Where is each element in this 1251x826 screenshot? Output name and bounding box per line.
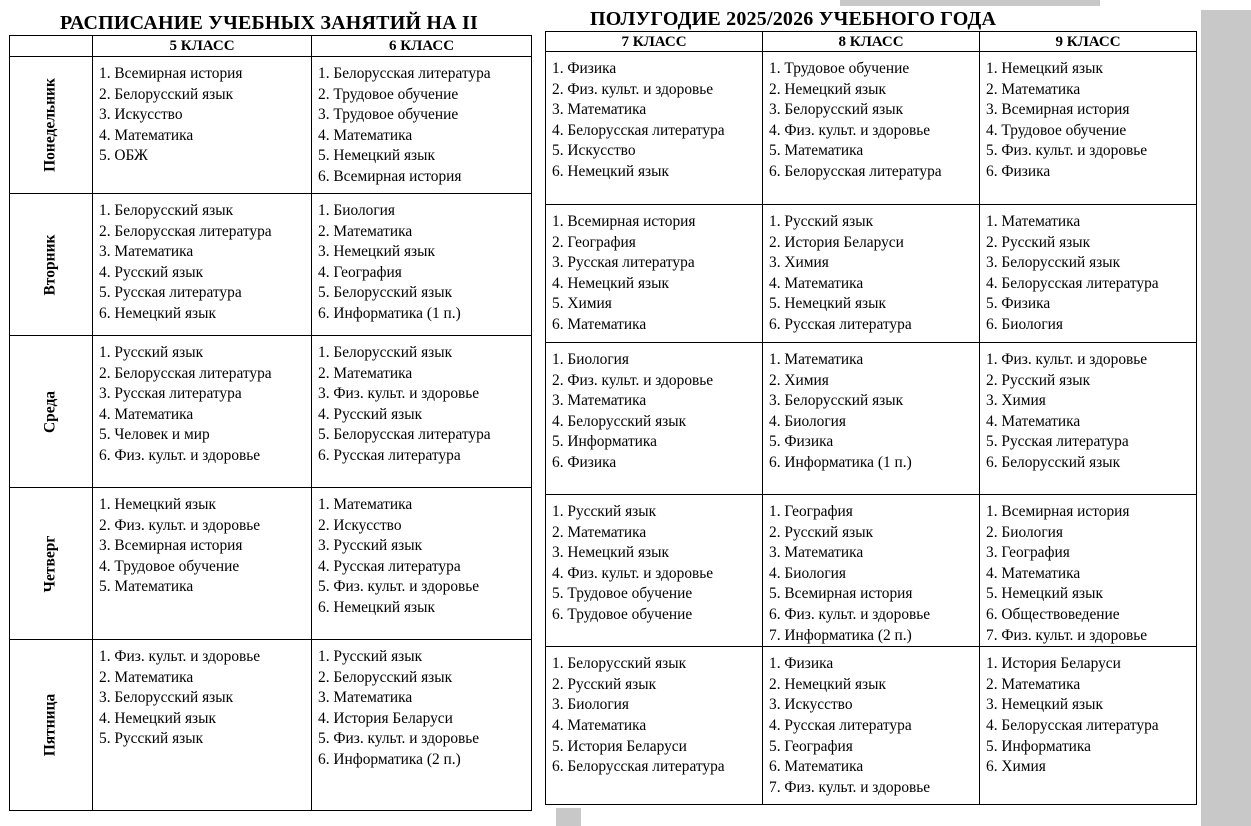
lesson-item: 6. Немецкий язык <box>552 162 669 180</box>
lesson-item: 2. Математика <box>986 80 1081 98</box>
lesson-item: 6. Белорусская литература <box>552 758 725 776</box>
day-row <box>546 52 1197 205</box>
lesson-item: 3. Химия <box>769 254 829 272</box>
lesson-item: 6. Немецкий язык <box>318 598 435 616</box>
lesson-item: 4. Русский язык <box>99 263 204 281</box>
day-name-cell <box>10 640 93 811</box>
day-name: Четверг <box>41 535 59 592</box>
lesson-item: 4. Математика <box>986 564 1081 582</box>
lesson-item: 5. Белорусский язык <box>318 284 453 302</box>
lesson-item: 3. Физ. культ. и здоровье <box>318 385 480 403</box>
lesson-item: 5. Всемирная история <box>769 585 913 603</box>
day-row <box>546 343 1197 495</box>
right-gray-margin <box>1201 10 1251 826</box>
lesson-item: 3. Русский язык <box>318 537 423 555</box>
lesson-list-class-8 <box>763 495 980 647</box>
lesson-list-class-7 <box>546 647 763 805</box>
lesson-item: 1. Математика <box>318 496 413 513</box>
lesson-item: 1. Белорусская литература <box>318 65 491 82</box>
lesson-item: 6. Всемирная история <box>318 167 462 185</box>
lesson-item: 3. Искусство <box>769 696 853 714</box>
lesson-item: 3. Немецкий язык <box>552 544 669 562</box>
lesson-list-class-9 <box>980 495 1197 647</box>
top-gray-strip <box>840 0 1100 6</box>
lesson-list-class-5 <box>93 57 312 194</box>
lesson-item: 1. История Беларуси <box>986 655 1121 673</box>
lesson-item: 1. Физ. культ. и здоровье <box>986 351 1148 368</box>
lesson-item: 5. Физ. культ. и здоровье <box>986 142 1148 160</box>
day-name-cell <box>10 57 93 194</box>
title-left: РАСПИСАНИЕ УЧЕБНЫХ ЗАНЯТИЙ НА II <box>60 12 478 34</box>
day-name: Пятница <box>41 693 59 757</box>
lesson-item: 1. Русский язык <box>99 344 204 361</box>
lesson-item: 4. Биология <box>769 564 846 582</box>
lesson-item: 1. Белорусский язык <box>99 202 234 219</box>
lesson-item: 5. Трудовое обучение <box>552 585 693 603</box>
lesson-list-class-6 <box>312 488 532 640</box>
lesson-item: 1. Русский язык <box>552 503 657 520</box>
lesson-item: 2. Физ. культ. и здоровье <box>552 80 714 98</box>
lesson-item: 1. Всемирная история <box>99 65 243 82</box>
lesson-item: 7. Физ. культ. и здоровье <box>769 778 931 796</box>
lesson-item: 3. Немецкий язык <box>986 696 1103 714</box>
lesson-list-class-7 <box>546 495 763 647</box>
lesson-item: 1. Физ. культ. и здоровье <box>99 648 261 665</box>
lesson-item: 2. Математика <box>318 364 413 382</box>
day-row <box>10 488 532 640</box>
lesson-item: 1. География <box>769 503 853 520</box>
lesson-item: 6. Биология <box>986 315 1063 333</box>
day-row <box>10 336 532 488</box>
lesson-item: 4. Белорусская литература <box>986 716 1159 734</box>
lesson-item: 5. Математика <box>99 578 194 596</box>
lesson-item: 5. Физ. культ. и здоровье <box>318 578 480 596</box>
lesson-list-class-6 <box>312 640 532 811</box>
lesson-item: 5. Искусство <box>552 142 636 160</box>
day-row <box>546 205 1197 343</box>
lesson-item: 1. Трудовое обучение <box>769 60 910 77</box>
lesson-item: 4. Белорусский язык <box>552 412 687 430</box>
lesson-item: 4. Математика <box>986 412 1081 430</box>
lesson-item: 3. Белорусский язык <box>986 254 1121 272</box>
lesson-item: 4. Трудовое обучение <box>99 557 240 575</box>
title-right: ПОЛУГОДИЕ 2025/2026 УЧЕБНОГО ГОДА <box>590 8 997 30</box>
lesson-item: 1. Математика <box>769 351 864 368</box>
lesson-item: 5. География <box>769 737 853 755</box>
lesson-item: 4. Биология <box>769 412 846 430</box>
day-row <box>10 57 532 194</box>
lesson-item: 1. Биология <box>318 202 395 219</box>
lesson-item: 6. Информатика (1 п.) <box>769 453 912 471</box>
lesson-item: 3. Немецкий язык <box>318 243 435 261</box>
lesson-item: 2. Немецкий язык <box>769 675 886 693</box>
lesson-item: 3. Химия <box>986 392 1046 410</box>
lesson-item: 2. Русский язык <box>769 523 874 541</box>
lesson-item: 4. Немецкий язык <box>552 274 669 292</box>
lesson-item: 4. Физ. культ. и здоровье <box>769 121 931 139</box>
lesson-item: 3. Математика <box>769 544 864 562</box>
lesson-list-class-5 <box>93 488 312 640</box>
lesson-item: 4. Математика <box>769 274 864 292</box>
header-class-5: 5 КЛАСС <box>93 36 312 57</box>
lesson-item: 5. Физика <box>769 433 834 451</box>
day-row <box>10 194 532 336</box>
lesson-list-class-9 <box>980 52 1197 205</box>
lesson-item: 3. География <box>986 544 1070 562</box>
lesson-item: 3. Белорусский язык <box>769 101 904 119</box>
lesson-item: 2. Математика <box>99 668 194 686</box>
lesson-item: 2. География <box>552 233 636 251</box>
lesson-item: 6. Физ. культ. и здоровье <box>99 446 261 464</box>
lesson-item: 7. Информатика (2 п.) <box>769 626 912 644</box>
lesson-item: 4. Белорусская литература <box>552 121 725 139</box>
corner-cell <box>10 36 93 57</box>
lesson-item: 3. Математика <box>552 392 647 410</box>
lesson-item: 2. Математика <box>318 222 413 240</box>
lesson-item: 5. ОБЖ <box>99 147 148 165</box>
lesson-item: 2. Математика <box>986 675 1081 693</box>
lesson-item: 2. Белорусский язык <box>99 85 234 103</box>
bottom-gray-tab <box>556 808 581 826</box>
lesson-list-class-8 <box>763 205 980 343</box>
lesson-item: 4. География <box>318 263 402 281</box>
lesson-item: 2. Искусство <box>318 516 402 534</box>
lesson-item: 6. Обществоведение <box>986 605 1120 623</box>
lesson-list-class-5 <box>93 336 312 488</box>
lesson-item: 4. Русский язык <box>318 405 423 423</box>
lesson-item: 4. Математика <box>318 126 413 144</box>
lesson-item: 5. Белорусская литература <box>318 426 491 444</box>
lesson-list-class-8 <box>763 647 980 805</box>
lesson-item: 4. Белорусская литература <box>986 274 1159 292</box>
lesson-item: 1. Немецкий язык <box>986 60 1103 77</box>
lesson-item: 2. Физ. культ. и здоровье <box>552 371 714 389</box>
lesson-item: 6. Белорусский язык <box>986 453 1121 471</box>
lesson-item: 3. Биология <box>552 696 629 714</box>
lesson-list-class-6 <box>312 336 532 488</box>
lesson-item: 1. Всемирная история <box>552 213 696 230</box>
lesson-item: 7. Физ. культ. и здоровье <box>986 626 1148 644</box>
lesson-item: 3. Всемирная история <box>986 101 1130 119</box>
lesson-item: 6. Химия <box>986 758 1046 776</box>
lesson-item: 3. Математика <box>552 101 647 119</box>
lesson-item: 5. Немецкий язык <box>769 295 886 313</box>
lesson-item: 6. Русская литература <box>318 446 461 464</box>
lesson-item: 1. Всемирная история <box>986 503 1130 520</box>
lesson-item: 4. Немецкий язык <box>99 709 216 727</box>
lesson-item: 3. Русская литература <box>99 385 242 403</box>
lesson-list-class-9 <box>980 205 1197 343</box>
lesson-item: 2. Русский язык <box>986 233 1091 251</box>
lesson-list-class-9 <box>980 647 1197 805</box>
lesson-item: 4. Математика <box>99 405 194 423</box>
day-name: Среда <box>41 390 59 433</box>
lesson-item: 6. Математика <box>769 758 864 776</box>
lesson-list-class-8 <box>763 343 980 495</box>
day-row <box>10 640 532 811</box>
lesson-item: 5. Химия <box>552 295 612 313</box>
lesson-item: 2. Биология <box>986 523 1063 541</box>
lesson-item: 1. Русский язык <box>769 213 874 230</box>
lesson-item: 6. Физика <box>552 453 617 471</box>
lesson-list-class-5 <box>93 640 312 811</box>
lesson-item: 4. Трудовое обучение <box>986 121 1127 139</box>
lesson-item: 3. Математика <box>318 689 413 707</box>
lesson-item: 4. Русская литература <box>318 557 461 575</box>
lesson-item: 5. Физ. культ. и здоровье <box>318 730 480 748</box>
lesson-item: 1. Математика <box>986 213 1081 230</box>
lesson-item: 2. Трудовое обучение <box>318 85 459 103</box>
lesson-item: 1. Русский язык <box>318 648 423 665</box>
lesson-item: 1. Белорусский язык <box>318 344 453 361</box>
lesson-item: 1. Немецкий язык <box>99 496 216 513</box>
lesson-item: 5. История Беларуси <box>552 737 687 755</box>
lesson-item: 5. Русский язык <box>99 730 204 748</box>
day-name-cell <box>10 336 93 488</box>
lesson-item: 6. Белорусская литература <box>769 162 942 180</box>
day-name: Понедельник <box>41 78 59 172</box>
schedule-table-left <box>9 35 532 811</box>
lesson-item: 5. Русская литература <box>99 284 242 302</box>
day-name-cell <box>10 194 93 336</box>
lesson-item: 2. Химия <box>769 371 829 389</box>
lesson-item: 4. Математика <box>552 716 647 734</box>
lesson-item: 5. Русская литература <box>986 433 1129 451</box>
lesson-item: 3. Белорусский язык <box>769 392 904 410</box>
lesson-item: 3. Всемирная история <box>99 537 243 555</box>
lesson-item: 2. Математика <box>552 523 647 541</box>
lesson-item: 2. Белорусский язык <box>318 668 453 686</box>
lesson-item: 3. Искусство <box>99 106 183 124</box>
lesson-item: 5. Математика <box>769 142 864 160</box>
header-class-8: 8 КЛАСС <box>763 32 980 52</box>
lesson-item: 2. Белорусская литература <box>99 364 272 382</box>
lesson-list-class-6 <box>312 194 532 336</box>
lesson-item: 3. Русская литература <box>552 254 695 272</box>
header-row <box>546 32 1197 52</box>
lesson-item: 6. Немецкий язык <box>99 304 216 322</box>
lesson-item: 5. Информатика <box>552 433 657 451</box>
lesson-item: 2. Белорусская литература <box>99 222 272 240</box>
lesson-item: 3. Трудовое обучение <box>318 106 459 124</box>
header-row <box>10 36 532 57</box>
lesson-item: 5. Физика <box>986 295 1051 313</box>
lesson-item: 5. Информатика <box>986 737 1091 755</box>
lesson-item: 4. Математика <box>99 126 194 144</box>
day-row <box>546 647 1197 805</box>
schedule-table-right <box>545 31 1197 805</box>
lesson-item: 2. Немецкий язык <box>769 80 886 98</box>
day-name: Вторник <box>41 234 59 295</box>
lesson-item: 6. Информатика (2 п.) <box>318 750 461 768</box>
lesson-list-class-8 <box>763 52 980 205</box>
lesson-item: 6. Физика <box>986 162 1051 180</box>
lesson-item: 1. Физика <box>769 655 834 673</box>
lesson-item: 1. Физика <box>552 60 617 77</box>
lesson-list-class-5 <box>93 194 312 336</box>
lesson-item: 5. Человек и мир <box>99 426 210 444</box>
lesson-list-class-9 <box>980 343 1197 495</box>
lesson-item: 5. Немецкий язык <box>986 585 1103 603</box>
header-class-9: 9 КЛАСС <box>980 32 1197 52</box>
lesson-item: 1. Белорусский язык <box>552 655 687 673</box>
lesson-item: 4. Русская литература <box>769 716 912 734</box>
lesson-item: 2. История Беларуси <box>769 233 904 251</box>
lesson-item: 6. Физ. культ. и здоровье <box>769 605 931 623</box>
lesson-item: 1. Биология <box>552 351 629 368</box>
lesson-list-class-7 <box>546 205 763 343</box>
day-name-cell <box>10 488 93 640</box>
lesson-item: 6. Трудовое обучение <box>552 605 693 623</box>
lesson-item: 4. Физ. культ. и здоровье <box>552 564 714 582</box>
lesson-item: 2. Русский язык <box>986 371 1091 389</box>
lesson-item: 2. Русский язык <box>552 675 657 693</box>
lesson-item: 3. Математика <box>99 243 194 261</box>
lesson-item: 4. История Беларуси <box>318 709 453 727</box>
lesson-item: 6. Информатика (1 п.) <box>318 304 461 322</box>
lesson-list-class-6 <box>312 57 532 194</box>
lesson-item: 6. Русская литература <box>769 315 912 333</box>
header-class-6: 6 КЛАСС <box>312 36 532 57</box>
lesson-item: 5. Немецкий язык <box>318 147 435 165</box>
header-class-7: 7 КЛАСС <box>546 32 763 52</box>
lesson-item: 3. Белорусский язык <box>99 689 234 707</box>
lesson-item: 2. Физ. культ. и здоровье <box>99 516 261 534</box>
lesson-item: 6. Математика <box>552 315 647 333</box>
lesson-list-class-7 <box>546 343 763 495</box>
lesson-list-class-7 <box>546 52 763 205</box>
day-row <box>546 495 1197 647</box>
